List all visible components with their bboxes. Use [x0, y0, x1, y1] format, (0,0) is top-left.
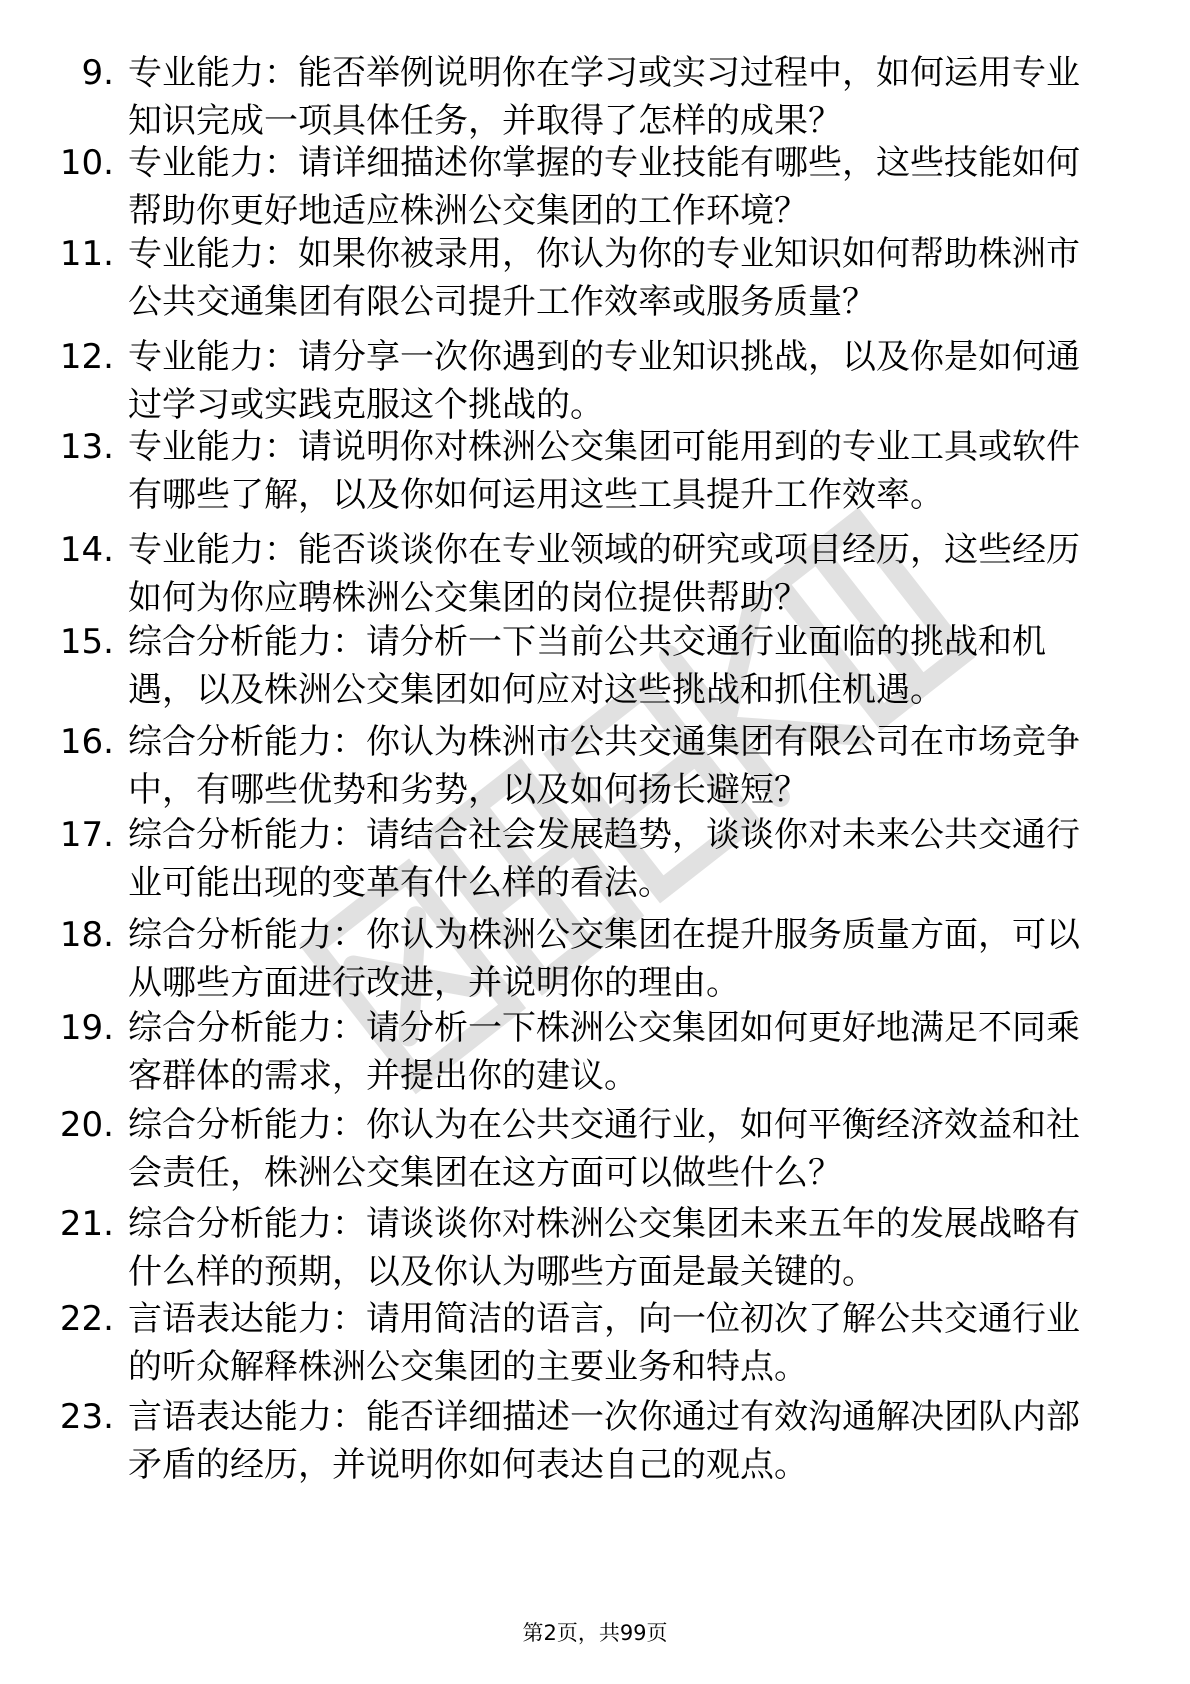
question-line: 综合分析能力：请谈谈你对株洲公交集团未来五年的发展战略有	[128, 1204, 1080, 1244]
question-line: 公共交通集团有限公司提升工作效率或服务质量？	[128, 282, 876, 322]
question-line: 的听众解释株洲公交集团的主要业务和特点。	[128, 1347, 808, 1387]
question-number: 23.	[59, 1397, 114, 1437]
question-number: 10.	[59, 143, 114, 183]
question-line: 过学习或实践克服这个挑战的。	[128, 385, 604, 425]
question-item	[0, 139, 1190, 239]
question-item	[0, 49, 1190, 149]
question-item	[0, 811, 1190, 911]
question-item	[0, 1004, 1190, 1104]
question-item	[0, 333, 1190, 433]
question-line: 专业能力：请详细描述你掌握的专业技能有哪些，这些技能如何	[128, 143, 1080, 183]
question-line: 综合分析能力：请分析一下当前公共交通行业面临的挑战和机	[128, 622, 1046, 662]
question-line: 什么样的预期，以及你认为哪些方面是最关键的。	[128, 1252, 876, 1292]
question-line: 专业能力：请说明你对株洲公交集团可能用到的专业工具或软件	[128, 427, 1080, 467]
question-line: 如何为你应聘株洲公交集团的岗位提供帮助？	[128, 578, 808, 618]
question-line: 综合分析能力：你认为株洲公交集团在提升服务质量方面，可以	[128, 915, 1080, 955]
question-text	[128, 1295, 1128, 1391]
question-text	[128, 718, 1128, 814]
question-line: 言语表达能力：请用简洁的语言，向一位初次了解公共交通行业	[128, 1299, 1080, 1339]
question-line: 综合分析能力：你认为在公共交通行业，如何平衡经济效益和社	[128, 1105, 1080, 1145]
question-item	[0, 423, 1190, 523]
question-text	[128, 1101, 1128, 1197]
question-text	[128, 618, 1128, 714]
question-number: 18.	[59, 915, 114, 955]
question-line: 综合分析能力：请分析一下株洲公交集团如何更好地满足不同乘	[128, 1008, 1080, 1048]
question-line: 从哪些方面进行改进，并说明你的理由。	[128, 963, 740, 1003]
question-line: 有哪些了解，以及你如何运用这些工具提升工作效率。	[128, 475, 944, 515]
question-line: 中，有哪些优势和劣势，以及如何扬长避短？	[128, 770, 808, 810]
question-number: 11.	[59, 234, 114, 274]
question-text	[128, 1004, 1128, 1100]
question-line: 会责任，株洲公交集团在这方面可以做些什么？	[128, 1153, 842, 1193]
question-number: 22.	[59, 1299, 114, 1339]
question-text	[128, 911, 1128, 1007]
question-line: 业可能出现的变革有什么样的看法。	[128, 863, 672, 903]
question-line: 帮助你更好地适应株洲公交集团的工作环境？	[128, 191, 808, 231]
question-number: 9.	[81, 53, 114, 93]
question-item	[0, 1295, 1190, 1395]
question-number: 19.	[59, 1008, 114, 1048]
question-line: 遇，以及株洲公交集团如何应对这些挑战和抓住机遇。	[128, 670, 944, 710]
question-number: 21.	[59, 1204, 114, 1244]
question-item	[0, 230, 1190, 330]
question-number: 17.	[59, 815, 114, 855]
question-text	[128, 139, 1128, 235]
question-line: 知识完成一项具体任务，并取得了怎样的成果？	[128, 101, 842, 141]
question-line: 专业能力：能否举例说明你在学习或实习过程中，如何运用专业	[128, 53, 1080, 93]
question-item	[0, 911, 1190, 1011]
question-text	[128, 423, 1128, 519]
question-item	[0, 718, 1190, 818]
question-number: 15.	[59, 622, 114, 662]
question-item	[0, 1393, 1190, 1493]
question-number: 16.	[59, 722, 114, 762]
question-text	[128, 1200, 1128, 1296]
question-text	[128, 1393, 1128, 1489]
question-text	[128, 811, 1128, 907]
question-item	[0, 526, 1190, 626]
question-line: 专业能力：请分享一次你遇到的专业知识挑战，以及你是如何通	[128, 337, 1080, 377]
question-text	[128, 230, 1128, 326]
question-line: 言语表达能力：能否详细描述一次你通过有效沟通解决团队内部	[128, 1397, 1080, 1437]
question-text	[128, 49, 1128, 145]
question-line: 专业能力：如果你被录用，你认为你的专业知识如何帮助株洲市	[128, 234, 1080, 274]
question-text	[128, 333, 1128, 429]
question-item	[0, 1200, 1190, 1300]
question-line: 综合分析能力：你认为株洲市公共交通集团有限公司在市场竞争	[128, 722, 1080, 762]
question-number: 14.	[59, 530, 114, 570]
question-number: 12.	[59, 337, 114, 377]
question-number: 20.	[59, 1105, 114, 1145]
question-item	[0, 618, 1190, 718]
question-line: 专业能力：能否谈谈你在专业领域的研究或项目经历，这些经历	[128, 530, 1080, 570]
question-item	[0, 1101, 1190, 1201]
page-number: 第2页，共99页	[522, 1621, 668, 1645]
question-line: 客群体的需求，并提出你的建议。	[128, 1056, 638, 1096]
question-number: 13.	[59, 427, 114, 467]
question-line: 综合分析能力：请结合社会发展趋势，谈谈你对未来公共交通行	[128, 815, 1080, 855]
question-text	[128, 526, 1128, 622]
question-line: 矛盾的经历，并说明你如何表达自己的观点。	[128, 1445, 808, 1485]
